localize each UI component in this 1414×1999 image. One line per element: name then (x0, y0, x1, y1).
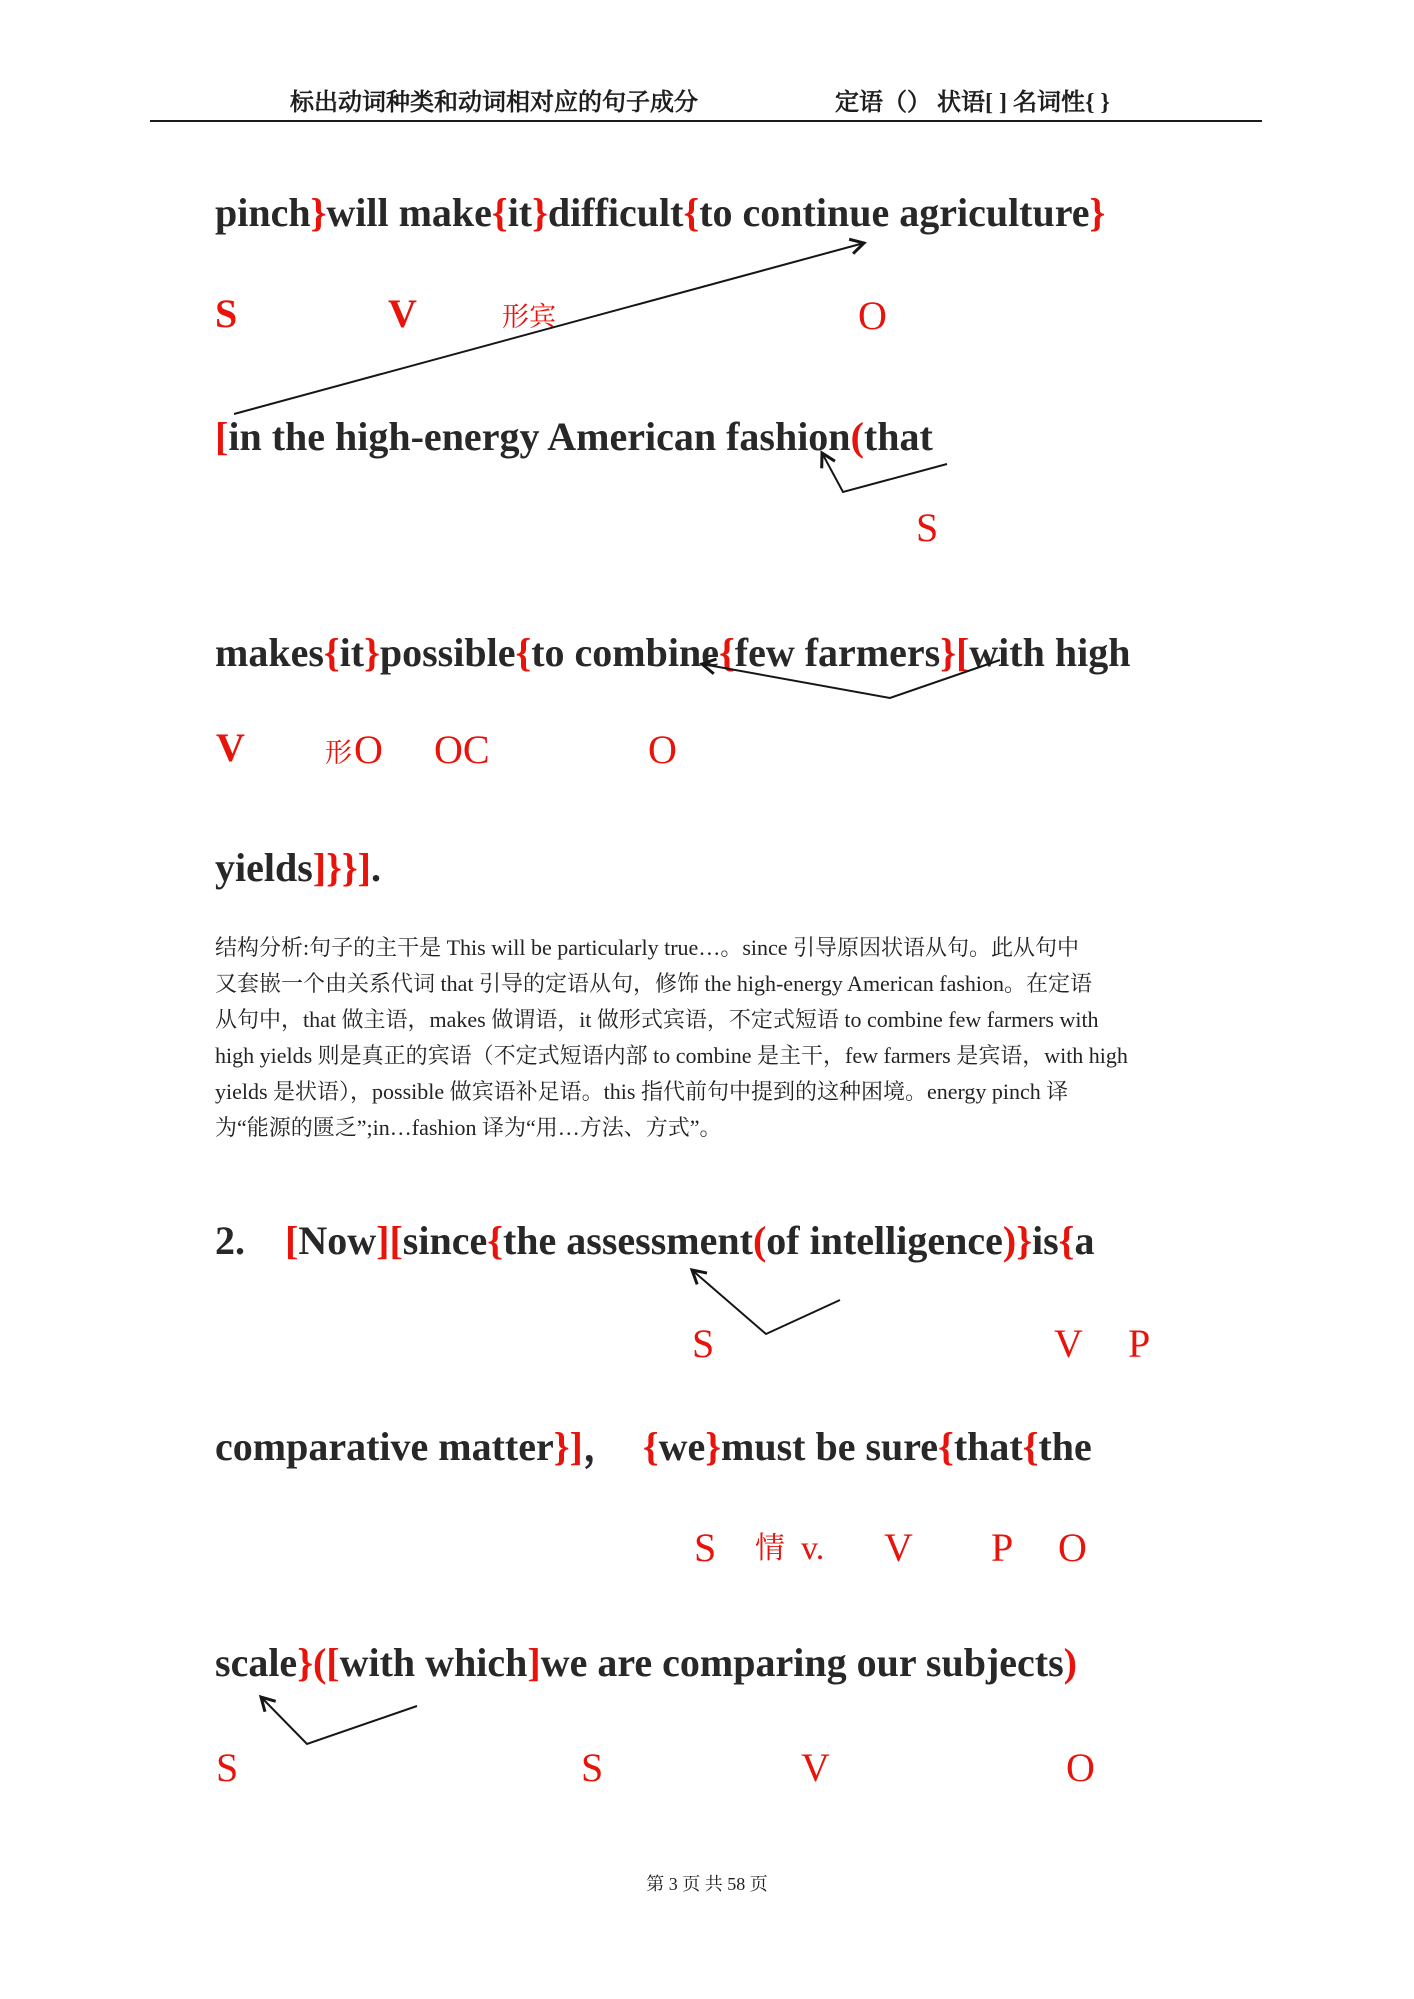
text-segment: } (1016, 1218, 1032, 1263)
sentence1-line3 (215, 630, 1130, 676)
text-segment: 2. (215, 1218, 285, 1263)
annotation-formal-object: 形宾 (502, 302, 556, 332)
text-segment: [ (215, 414, 229, 459)
annotation-subject: S (216, 1745, 239, 1790)
text-segment: that (863, 414, 933, 459)
sentence2-line1 (215, 1218, 1094, 1264)
text-segment: { (719, 630, 735, 675)
text-segment: ) (1002, 1218, 1017, 1263)
text-segment: in the high-energy American fashion (228, 414, 851, 459)
analysis-line: 从句中，that 做主语，makes 做谓语，it 做形式宾语，不定式短语 to combine few farmers with (215, 1007, 1099, 1032)
text-segment: { (491, 190, 508, 235)
text-segment: comparative matter (215, 1424, 554, 1469)
text-segment: is (1031, 1218, 1059, 1263)
text-segment: the (1038, 1424, 1092, 1469)
text-segment: { (642, 1424, 659, 1469)
text-segment: } (532, 190, 548, 235)
annotation-object: O (1066, 1745, 1095, 1790)
text-segment: ， (582, 1424, 643, 1469)
text-segment: we (658, 1424, 706, 1469)
text-segment: ( (752, 1218, 767, 1263)
annotation-verb: V (216, 725, 245, 770)
annotation-modal-verb: v. (801, 1530, 825, 1567)
text-segment: the assessment (502, 1218, 753, 1263)
annotation-modal-cjk: 情 (755, 1532, 785, 1565)
annotation-object: O (858, 293, 887, 338)
annotation-object: O (1058, 1525, 1087, 1570)
text-segment: } (553, 1424, 570, 1469)
page-number: 第 3 页 共 58 页 (646, 1874, 768, 1894)
text-segment: pinch (215, 190, 311, 235)
annotation-verb: V (388, 291, 417, 336)
annotation-subject: S (581, 1745, 604, 1790)
text-segment: will make (326, 190, 492, 235)
header-legend: 定语（） 状语[ ] 名词性{ } (835, 90, 1110, 116)
text-segment: with which (339, 1640, 528, 1685)
text-segment: ] (376, 1218, 390, 1263)
annotation-predicative: P (1128, 1321, 1151, 1366)
text-segment: } (364, 630, 380, 675)
annotation-clause-subject: S (916, 505, 939, 550)
header-instruction: 标出动词种类和动词相对应的句子成分 (290, 90, 698, 116)
annotation-verb: V (1054, 1321, 1083, 1366)
sentence1-line4 (215, 845, 381, 891)
text-segment: { (323, 630, 340, 675)
text-segment: since (402, 1218, 488, 1263)
text-segment: a (1074, 1218, 1095, 1263)
text-segment: scale (215, 1640, 298, 1685)
text-segment: { (515, 630, 532, 675)
header-divider (150, 120, 1262, 122)
text-segment: difficult (547, 190, 684, 235)
text-segment: ] (527, 1640, 541, 1685)
text-segment: { (1058, 1218, 1075, 1263)
text-segment: it (339, 630, 365, 675)
text-segment: } (705, 1424, 721, 1469)
annotation-object: O (648, 727, 677, 772)
analysis-line: high yields 则是真正的宾语（不定式短语内部 to combine 是主干，few farmers 是宾语，with high (215, 1043, 1128, 1068)
sentence1-line2 (215, 414, 933, 460)
text-segment: [ (955, 630, 970, 675)
text-segment: ]}}] (312, 845, 371, 890)
annotation-subject: S (215, 291, 238, 336)
text-segment: } (1089, 190, 1106, 235)
analysis-line: 又套嵌一个由关系代词 that 引导的定语从句，修饰 the high-energy American fashion。在定语 (215, 971, 1093, 996)
annotation-object-complement: OC (434, 727, 490, 772)
text-segment: . (370, 845, 381, 890)
text-segment: ( (312, 1640, 327, 1685)
text-segment: that (953, 1424, 1023, 1469)
analysis-line: 结构分析:句子的主干是 This will be particularly true…。since 引导原因状语从句。此从句中 (215, 935, 1080, 960)
text-segment: possible (379, 630, 516, 675)
annotation-object: O (354, 727, 383, 772)
text-segment: yields (215, 845, 313, 890)
text-segment: { (683, 190, 700, 235)
text-segment: makes (215, 630, 324, 675)
annotation-subject: S (692, 1321, 715, 1366)
text-segment: { (938, 1424, 954, 1469)
text-segment: { (1022, 1424, 1039, 1469)
text-segment: ( (850, 414, 864, 459)
analysis-line: yields 是状语），possible 做宾语补足语。this 指代前句中提到的这种困境。energy pinch 译 (215, 1079, 1069, 1104)
analysis-line: 为“能源的匮乏”;in…fashion 译为“用…方法、方式”。 (215, 1115, 722, 1140)
sentence2-line3 (215, 1640, 1077, 1686)
text-segment: few farmers (734, 630, 941, 675)
text-segment: with high (969, 630, 1131, 675)
text-segment: we are comparing our subjects (540, 1640, 1064, 1685)
text-segment: } (297, 1640, 313, 1685)
annotation-verb: V (884, 1525, 913, 1570)
text-segment: } (940, 630, 956, 675)
sentence1-line1 (215, 190, 1105, 236)
text-segment: Now (298, 1218, 377, 1263)
text-segment: [ (326, 1640, 340, 1685)
annotation-adjective: 形 (325, 738, 352, 768)
text-segment: [ (285, 1218, 299, 1263)
text-segment: to continue agriculture (699, 190, 1090, 235)
text-segment: must be sure (721, 1424, 939, 1469)
text-segment: it (507, 190, 533, 235)
text-segment: [ (389, 1218, 403, 1263)
text-segment: } (310, 190, 327, 235)
text-segment: { (487, 1218, 503, 1263)
annotation-subject: S (694, 1525, 717, 1570)
sentence2-line2 (215, 1424, 1092, 1470)
text-segment: ] (569, 1424, 583, 1469)
text-segment: of intelligence (766, 1218, 1003, 1263)
annotation-predicative: P (991, 1525, 1014, 1570)
structure-analysis-paragraph (215, 930, 1275, 1146)
annotation-verb: V (801, 1745, 830, 1790)
arrow-which-to-scale (261, 1697, 417, 1744)
text-segment: to combine (531, 630, 719, 675)
text-segment: ) (1063, 1640, 1077, 1685)
